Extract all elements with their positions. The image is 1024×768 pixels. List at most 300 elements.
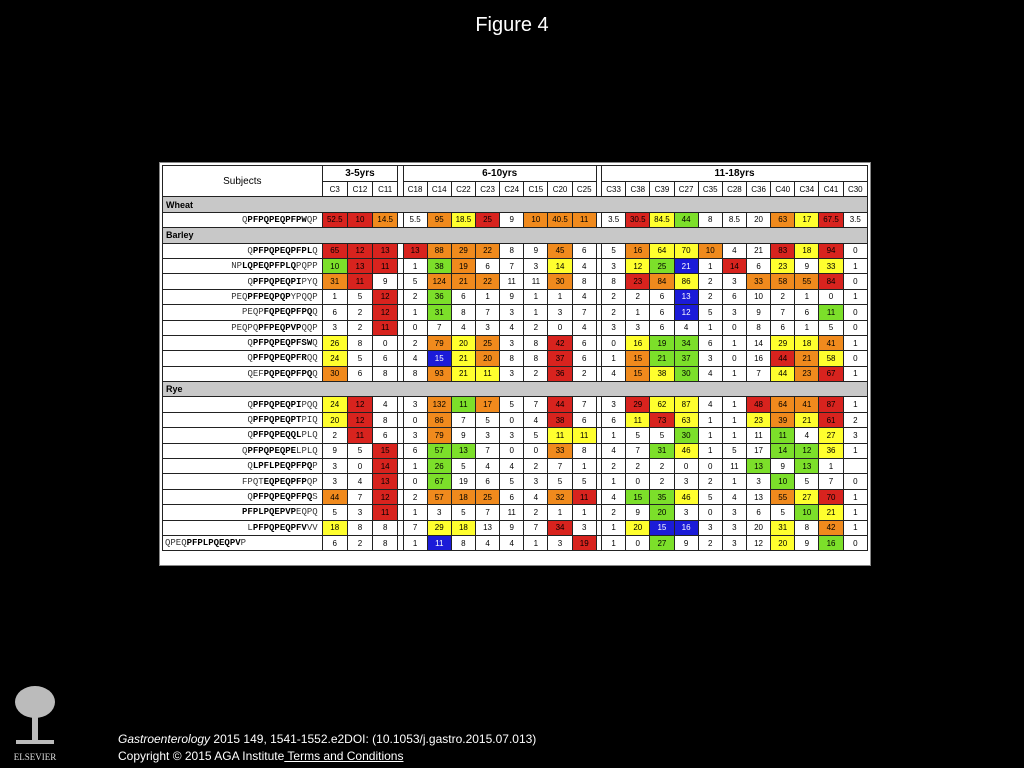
value-cell: 5	[500, 397, 524, 412]
value-cell: 8	[572, 443, 596, 458]
value-cell: 33	[746, 274, 770, 289]
value-cell: 3	[602, 397, 626, 412]
peptide-sequence: PEQPQPFPEQPVPQQP	[163, 320, 323, 335]
value-cell: 70	[674, 243, 698, 258]
value-cell: 6	[475, 258, 499, 273]
value-cell: 11	[500, 274, 524, 289]
value-cell: 3	[602, 320, 626, 335]
value-cell: 11	[451, 397, 475, 412]
value-cell: 4	[500, 535, 524, 550]
core-epitope: PFPQPEQPFPL	[252, 245, 313, 256]
value-cell: 4	[795, 428, 819, 443]
core-epitope: PFPQPEQPFPW	[247, 214, 307, 225]
value-cell: 79	[427, 335, 451, 350]
value-cell: 8	[698, 212, 722, 227]
core-epitope: PFPEQPQP	[247, 291, 291, 302]
subject-code: C14	[427, 182, 451, 197]
value-cell: 8	[524, 335, 548, 350]
value-cell: 31	[427, 305, 451, 320]
value-cell: 3	[347, 505, 372, 520]
value-cell: 42	[819, 520, 843, 535]
value-cell: 79	[427, 428, 451, 443]
value-cell: 3	[722, 505, 746, 520]
value-cell: 12	[373, 289, 398, 304]
value-cell: 55	[771, 489, 795, 504]
value-cell: 88	[427, 243, 451, 258]
value-cell: 14	[373, 459, 398, 474]
value-cell: 1	[572, 505, 596, 520]
value-cell: 1	[602, 474, 626, 489]
value-cell: 11	[572, 489, 596, 504]
value-cell: 1	[843, 520, 867, 535]
value-cell: 11	[347, 428, 372, 443]
value-cell: 9	[795, 258, 819, 273]
table-row	[163, 397, 868, 412]
value-cell: 3	[626, 320, 650, 335]
value-cell: 3	[602, 258, 626, 273]
elsevier-logo	[10, 680, 60, 766]
value-cell: 1	[722, 428, 746, 443]
peptide-sequence: QEFPQPEQPFPQQ	[163, 366, 323, 381]
peptide-sequence: QPFPQPEQPFSWQ	[163, 335, 323, 350]
peptide-sequence: QPFPQPEQPFPLQ	[163, 243, 323, 258]
value-cell: 1	[843, 289, 867, 304]
value-cell: 7	[626, 443, 650, 458]
value-cell: 8	[373, 535, 398, 550]
value-cell: 3	[548, 305, 572, 320]
value-cell: 2	[626, 289, 650, 304]
value-cell: 27	[795, 489, 819, 504]
value-cell: 2	[524, 459, 548, 474]
value-cell: 6	[722, 289, 746, 304]
value-cell: 0	[843, 535, 867, 550]
value-cell: 1	[698, 443, 722, 458]
value-cell: 33	[819, 258, 843, 273]
value-cell: 0	[403, 320, 427, 335]
value-cell: 31	[650, 443, 674, 458]
value-cell: 1	[698, 428, 722, 443]
section-label: Barley	[163, 228, 868, 243]
subject-code: C40	[771, 182, 795, 197]
value-cell: 4	[722, 489, 746, 504]
value-cell: 31	[322, 274, 347, 289]
subject-code: C11	[373, 182, 398, 197]
value-cell: 22	[475, 243, 499, 258]
value-cell: 11	[626, 412, 650, 427]
citation-block	[118, 731, 536, 765]
value-cell: 7	[500, 258, 524, 273]
subject-code: C24	[500, 182, 524, 197]
value-cell: 9	[322, 443, 347, 458]
value-cell: 48	[746, 397, 770, 412]
table-row	[163, 489, 868, 504]
value-cell: 1	[403, 258, 427, 273]
peptide-sequence: QPFPQPEQPFPQS	[163, 489, 323, 504]
value-cell: 6	[572, 351, 596, 366]
value-cell: 6	[347, 366, 372, 381]
value-cell: 1	[548, 289, 572, 304]
value-cell: 7	[427, 320, 451, 335]
citation-reference	[118, 731, 536, 748]
value-cell: 7	[771, 305, 795, 320]
value-cell: 6	[650, 305, 674, 320]
value-cell: 5	[322, 505, 347, 520]
value-cell: 18	[322, 520, 347, 535]
value-cell: 4	[698, 366, 722, 381]
value-cell: 0	[373, 335, 398, 350]
value-cell: 3	[322, 474, 347, 489]
value-cell: 3	[674, 505, 698, 520]
value-cell: 11	[819, 305, 843, 320]
value-cell: 0	[602, 335, 626, 350]
value-cell: 38	[548, 412, 572, 427]
value-cell: 0	[403, 474, 427, 489]
age-group-header: 3-5yrs	[322, 166, 398, 182]
value-cell: 1	[524, 289, 548, 304]
table-row	[163, 289, 868, 304]
value-cell: 1	[602, 351, 626, 366]
value-cell: 25	[475, 212, 499, 227]
section-label: Wheat	[163, 197, 868, 212]
table-row	[163, 258, 868, 273]
value-cell: 12	[795, 443, 819, 458]
value-cell: 45	[548, 243, 572, 258]
value-cell: 13	[746, 459, 770, 474]
value-cell: 70	[819, 489, 843, 504]
heatmap-table-frame	[159, 162, 871, 566]
value-cell: 13	[347, 258, 372, 273]
group-header-row	[163, 166, 868, 182]
value-cell: 1	[722, 397, 746, 412]
value-cell: 5	[500, 474, 524, 489]
value-cell: 31	[771, 520, 795, 535]
value-cell: 21	[451, 366, 475, 381]
value-cell: 21	[795, 412, 819, 427]
value-cell: 6	[795, 305, 819, 320]
value-cell: 4	[602, 443, 626, 458]
value-cell: 34	[548, 520, 572, 535]
subject-code: C38	[626, 182, 650, 197]
value-cell: 6	[572, 335, 596, 350]
value-cell: 9	[451, 428, 475, 443]
value-cell: 2	[602, 289, 626, 304]
value-cell: 6	[572, 412, 596, 427]
value-cell: 3	[500, 305, 524, 320]
value-cell: 7	[475, 505, 499, 520]
value-cell: 20	[626, 520, 650, 535]
value-cell: 3.5	[602, 212, 626, 227]
value-cell: 13	[451, 443, 475, 458]
value-cell: 5	[771, 505, 795, 520]
value-cell: 38	[650, 366, 674, 381]
value-cell: 37	[548, 351, 572, 366]
value-cell: 3	[722, 535, 746, 550]
value-cell: 8	[572, 274, 596, 289]
value-cell: 38	[427, 258, 451, 273]
subject-code: C3	[322, 182, 347, 197]
value-cell: 14	[746, 335, 770, 350]
value-cell: 11	[373, 320, 398, 335]
subject-code: C33	[602, 182, 626, 197]
value-cell: 21	[795, 351, 819, 366]
value-cell: 14	[722, 258, 746, 273]
table-row	[163, 351, 868, 366]
value-cell: 8	[746, 320, 770, 335]
terms-link[interactable]: Terms and Conditions	[284, 749, 404, 763]
value-cell: 3	[674, 474, 698, 489]
subject-code: C27	[674, 182, 698, 197]
value-cell: 7	[524, 520, 548, 535]
value-cell: 20	[322, 412, 347, 427]
value-cell: 73	[650, 412, 674, 427]
value-cell: 1	[524, 305, 548, 320]
peptide-sequence: PEQPFPEQPQPYPQQP	[163, 289, 323, 304]
value-cell: 5	[451, 505, 475, 520]
value-cell: 5	[347, 289, 372, 304]
value-cell: 12	[347, 397, 372, 412]
value-cell: 10	[698, 243, 722, 258]
value-cell: 30	[322, 366, 347, 381]
core-epitope: FQPEQPFPQ	[263, 307, 313, 318]
value-cell: 44	[771, 366, 795, 381]
value-cell: 8	[373, 366, 398, 381]
value-cell: 26	[322, 335, 347, 350]
value-cell: 2	[698, 535, 722, 550]
value-cell: 1	[843, 489, 867, 504]
value-cell: 2	[650, 459, 674, 474]
value-cell: 24	[322, 351, 347, 366]
value-cell: 3	[500, 428, 524, 443]
value-cell: 41	[819, 335, 843, 350]
value-cell: 55	[795, 274, 819, 289]
value-cell: 2	[524, 320, 548, 335]
value-cell: 46	[674, 443, 698, 458]
value-cell: 32	[548, 489, 572, 504]
value-cell: 8	[524, 351, 548, 366]
value-cell: 21	[451, 274, 475, 289]
value-cell: 6	[500, 489, 524, 504]
value-cell: 4	[602, 366, 626, 381]
core-epitope: PFPQPEQPT	[252, 415, 302, 426]
value-cell: 0	[500, 412, 524, 427]
peptide-sequence: QPFPQPEQPTPIQ	[163, 412, 323, 427]
value-cell: 15	[626, 366, 650, 381]
value-cell: 0	[500, 443, 524, 458]
value-cell: 1	[843, 397, 867, 412]
value-cell: 7	[746, 366, 770, 381]
value-cell: 57	[427, 443, 451, 458]
value-cell: 4	[524, 489, 548, 504]
value-cell: 87	[674, 397, 698, 412]
value-cell: 1	[403, 459, 427, 474]
value-cell: 6	[475, 474, 499, 489]
value-cell: 1	[548, 505, 572, 520]
core-epitope: PFPQPEQPI	[252, 276, 302, 287]
value-cell: 63	[771, 212, 795, 227]
peptide-sequence: QPFPQPEQPELPLQ	[163, 443, 323, 458]
value-cell: 87	[819, 397, 843, 412]
value-cell: 19	[572, 535, 596, 550]
value-cell: 0	[347, 459, 372, 474]
value-cell: 33	[548, 443, 572, 458]
value-cell: 4	[572, 258, 596, 273]
value-cell: 5	[572, 474, 596, 489]
value-cell: 29	[771, 335, 795, 350]
value-cell: 1	[722, 474, 746, 489]
value-cell: 23	[795, 366, 819, 381]
value-cell: 12	[746, 535, 770, 550]
value-cell: 1	[403, 535, 427, 550]
value-cell: 58	[771, 274, 795, 289]
value-cell: 0	[674, 459, 698, 474]
value-cell: 0	[843, 474, 867, 489]
value-cell: 0	[843, 320, 867, 335]
table-row	[163, 243, 868, 258]
core-epitope: PFPQPEQPFSW	[252, 338, 313, 349]
peptide-sequence: PFPLPQEPVPEQPQ	[163, 505, 323, 520]
value-cell: 15	[626, 351, 650, 366]
value-cell: 25	[650, 258, 674, 273]
value-cell: 0	[524, 443, 548, 458]
value-cell: 11	[572, 212, 596, 227]
subject-code: C34	[795, 182, 819, 197]
value-cell: 11	[475, 366, 499, 381]
value-cell: 9	[626, 505, 650, 520]
value-cell: 20	[771, 535, 795, 550]
value-cell: 10	[746, 289, 770, 304]
value-cell: 12	[373, 489, 398, 504]
core-epitope: PQPEQPFPQ	[263, 368, 313, 379]
value-cell: 44	[771, 351, 795, 366]
value-cell: 52.5	[322, 212, 347, 227]
value-cell: 3	[746, 474, 770, 489]
value-cell: 4	[674, 320, 698, 335]
value-cell: 16	[626, 243, 650, 258]
value-cell: 23	[771, 258, 795, 273]
value-cell: 0	[843, 243, 867, 258]
value-cell: 21	[746, 243, 770, 258]
value-cell: 6	[771, 320, 795, 335]
value-cell: 8.5	[722, 212, 746, 227]
value-cell: 3.5	[843, 212, 867, 227]
value-cell: 15	[427, 351, 451, 366]
value-cell: 6	[572, 243, 596, 258]
value-cell: 5	[626, 428, 650, 443]
value-cell: 93	[427, 366, 451, 381]
citation-doi: 2015 149, 1541-1552.e2DOI: (10.1053/j.gastro.2015.07.013)	[210, 732, 537, 746]
value-cell: 13	[475, 520, 499, 535]
value-cell: 17	[795, 212, 819, 227]
value-cell: 1	[843, 335, 867, 350]
value-cell: 36	[548, 366, 572, 381]
value-cell: 9	[674, 535, 698, 550]
value-cell: 94	[819, 243, 843, 258]
section-row	[163, 197, 868, 212]
value-cell: 1	[722, 335, 746, 350]
table-row	[163, 520, 868, 535]
heatmap-table	[162, 165, 868, 551]
subject-code: C15	[524, 182, 548, 197]
core-epitope: PFPQPEQPFV	[252, 522, 307, 533]
core-epitope: PFPQPEQPFR	[252, 353, 307, 364]
value-cell: 21	[819, 505, 843, 520]
subject-code: C41	[819, 182, 843, 197]
value-cell: 3	[843, 428, 867, 443]
value-cell: 20	[746, 520, 770, 535]
value-cell: 14	[771, 443, 795, 458]
value-cell: 1	[602, 535, 626, 550]
value-cell: 3	[500, 335, 524, 350]
value-cell: 12	[626, 258, 650, 273]
value-cell: 16	[674, 520, 698, 535]
value-cell: 25	[475, 335, 499, 350]
value-cell: 39	[771, 412, 795, 427]
value-cell: 58	[819, 351, 843, 366]
value-cell: 34	[674, 335, 698, 350]
peptide-sequence: FPQTEQPEQPFPQP	[163, 474, 323, 489]
value-cell: 21	[674, 258, 698, 273]
value-cell: 7	[548, 459, 572, 474]
table-row	[163, 305, 868, 320]
value-cell: 1	[843, 366, 867, 381]
value-cell: 37	[674, 351, 698, 366]
value-cell: 0	[403, 412, 427, 427]
value-cell: 1	[403, 505, 427, 520]
value-cell: 2	[698, 289, 722, 304]
value-cell: 57	[427, 489, 451, 504]
value-cell: 23	[746, 412, 770, 427]
value-cell: 3	[722, 520, 746, 535]
value-cell: 17	[475, 397, 499, 412]
value-cell: 9	[500, 212, 524, 227]
value-cell: 1	[795, 320, 819, 335]
value-cell: 5	[524, 428, 548, 443]
value-cell: 84	[650, 274, 674, 289]
value-cell: 12	[674, 305, 698, 320]
value-cell: 3	[403, 397, 427, 412]
value-cell: 4	[698, 397, 722, 412]
value-cell: 67	[819, 366, 843, 381]
value-cell: 2	[626, 459, 650, 474]
value-cell: 2	[698, 474, 722, 489]
value-cell: 9	[524, 243, 548, 258]
core-epitope: LQPEQPFPLQ	[242, 261, 297, 272]
value-cell: 19	[451, 258, 475, 273]
peptide-sequence: QPFPQPEQPFRQQ	[163, 351, 323, 366]
value-cell: 1	[626, 305, 650, 320]
value-cell: 1	[322, 289, 347, 304]
value-cell: 21	[650, 351, 674, 366]
value-cell: 30	[674, 366, 698, 381]
section-row	[163, 382, 868, 397]
value-cell: 16	[819, 535, 843, 550]
value-cell: 2	[347, 305, 372, 320]
value-cell: 18	[451, 489, 475, 504]
value-cell: 5	[698, 489, 722, 504]
value-cell: 1	[843, 258, 867, 273]
value-cell: 16	[626, 335, 650, 350]
value-cell: 2	[403, 289, 427, 304]
value-cell: 15	[373, 443, 398, 458]
value-cell: 2	[524, 366, 548, 381]
value-cell: 3	[475, 428, 499, 443]
table-row	[163, 459, 868, 474]
value-cell: 10	[322, 258, 347, 273]
journal-name: Gastroenterology	[118, 732, 211, 746]
value-cell: 132	[427, 397, 451, 412]
core-epitope: PFPQPEQPE	[247, 445, 297, 456]
value-cell: 6	[698, 335, 722, 350]
